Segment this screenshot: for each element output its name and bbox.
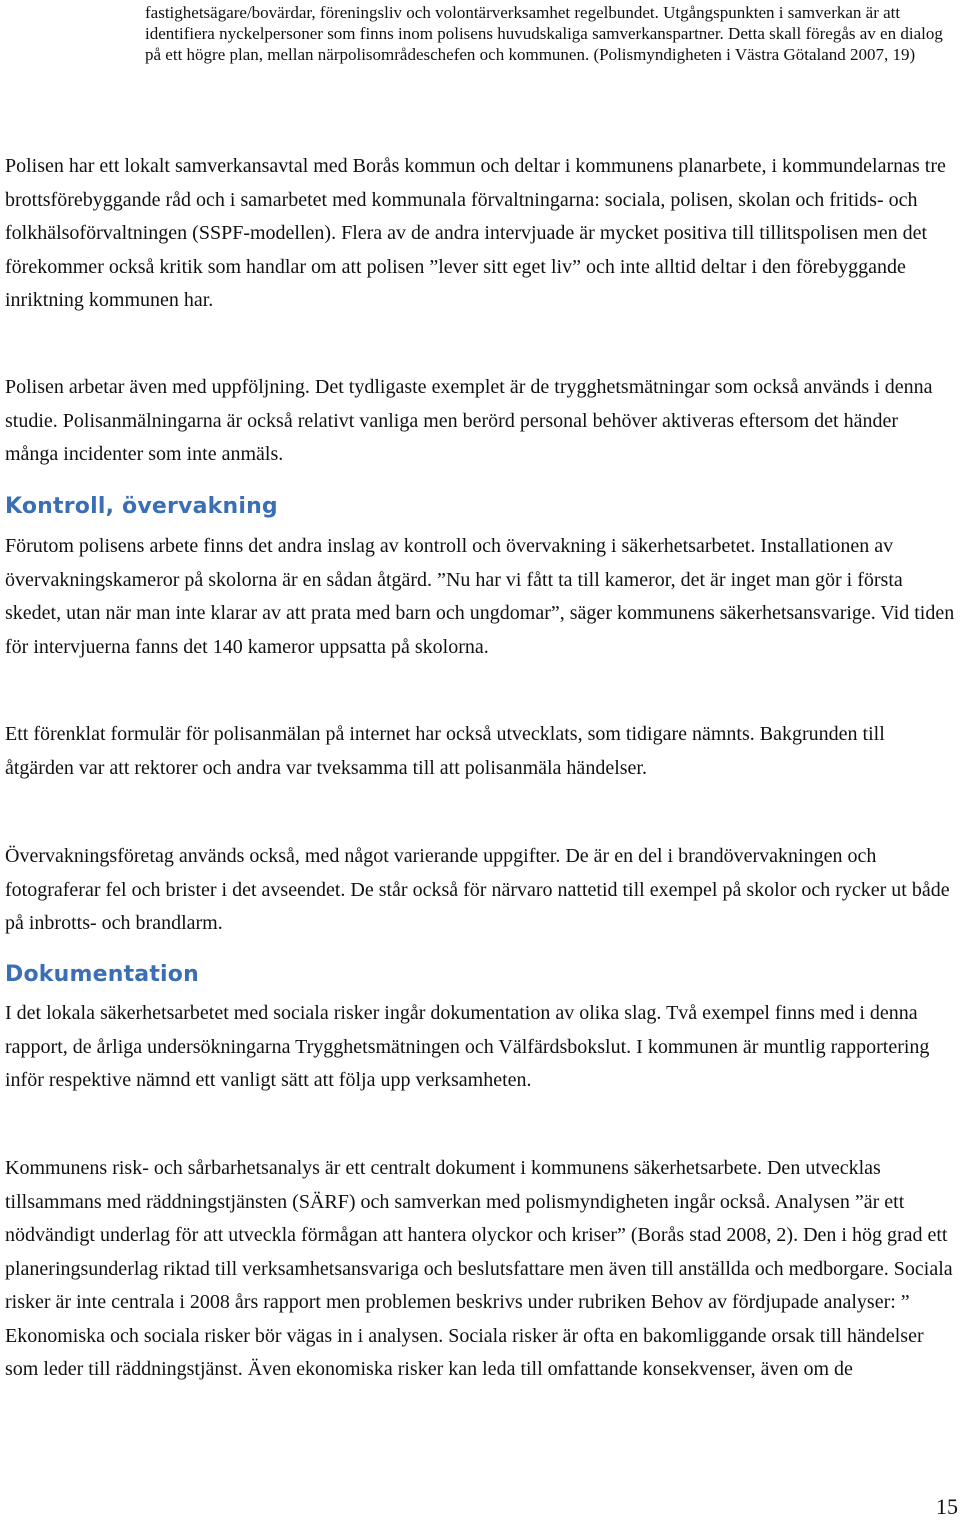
paragraph-samverkan: Polisen har ett lokalt samverkansavtal med Borås kommun och deltar i kommunens planarbete, i kommundelarnas tre brottsförebyggande råd och i samarbetet med kommunala förvaltningarna: sociala, polisen, skolan och fritids- och folkhälsoförvaltningen (SSPF-modellen). Flera av de andra intervjuade är mycket positiva till tillitspolisen men det förekommer också kritik som handlar om att polisen ”lever sitt eget liv” och inte alltid deltar i den förebyggande inriktning kommunen har.	[5, 155, 946, 311]
paragraph-uppfoljning: Polisen arbetar även med uppföljning. Det tydligaste exemplet är de trygghetsmätningar som också används i denna studie. Polisanmälningarna är också relativt vanliga men berörd personal behöver aktiveras eftersom det händer många incidenter som inte anmäls.	[5, 376, 933, 465]
heading-kontroll-overvakning: Kontroll, övervakning	[5, 494, 278, 519]
heading-dokumentation: Dokumentation	[5, 962, 199, 987]
paragraph-dokumentation: I det lokala säkerhetsarbetet med sociala risker ingår dokumentation av olika slag. Två exempel finns med i denna rapport, de årliga undersökningarna Trygghetsmätningen och Välfärdsbokslut. I kommunen är muntlig rapportering inför respektive nämnd ett vanligt sätt att följa upp verksamheten.	[5, 1002, 930, 1091]
paragraph-formular: Ett förenklat formulär för polisanmälan på internet har också utvecklats, som tidigare nämnts. Bakgrunden till åtgärden var att rektorer och andra var tveksamma till att polisanmäla händelser.	[5, 723, 885, 779]
paragraph-risk-analys: Kommunens risk- och sårbarhetsanalys är ett centralt dokument i kommunens säkerhetsarbete. Den utvecklas tillsammans med räddningstjänsten (SÄRF) och samverkan med polismyndigheten ingår också. Analysen ”är ett nödvändigt underlag för att utveckla förmågan att hantera olyckor och kriser” (Borås stad 2008, 2). Den i hög grad ett planeringsunderlag riktad till verksamhetsansvariga och beslutsfattare men även till anställda och medborgare. Sociala risker är inte centrala i 2008 års rapport men problemen beskrivs under rubriken Behov av fördjupade analyser: ” Ekonomiska och sociala risker bör vägas in i analysen. Sociala risker är ofta en bakomliggande orsak till händelser som leder till räddningstjänst. Även ekonomiska risker kan leda till omfattande konsekvenser, även om de	[5, 1157, 953, 1380]
page-number: 15	[936, 1494, 958, 1519]
paragraph-kameror: Förutom polisens arbete finns det andra inslag av kontroll och övervakning i säkerhetsarbetet. Installationen av övervakningskameror på skolorna är en sådan åtgärd. ”Nu har vi fått ta till kameror, det är inget man gör i första skedet, utan när man inte klarar av att prata med barn och ungdomar”, säger kommunens säkerhetsansvarige. Vid tiden för intervjuerna fanns det 140 kameror uppsatta på skolorna.	[5, 535, 955, 658]
block-quote: fastighetsägare/bovärdar, föreningsliv och volontärverksamhet regelbundet. Utgångspunkten i samverkan är att identifiera nyckelpersoner som finns inom polisens huvudskaliga samverkanspartner. Detta skall föregås av en dialog på ett högre plan, mellan närpolisområdeschefen och kommunen. (Polismyndigheten i Västra Götaland 2007, 19)	[145, 3, 943, 64]
paragraph-overvakningsforetag: Övervakningsföretag används också, med något varierande uppgifter. De är en del i brandövervakningen och fotograferar fel och brister i det avseendet. De står också för närvaro nattetid till exempel på skolor och rycker ut både på inbrotts- och brandlarm.	[5, 845, 950, 934]
